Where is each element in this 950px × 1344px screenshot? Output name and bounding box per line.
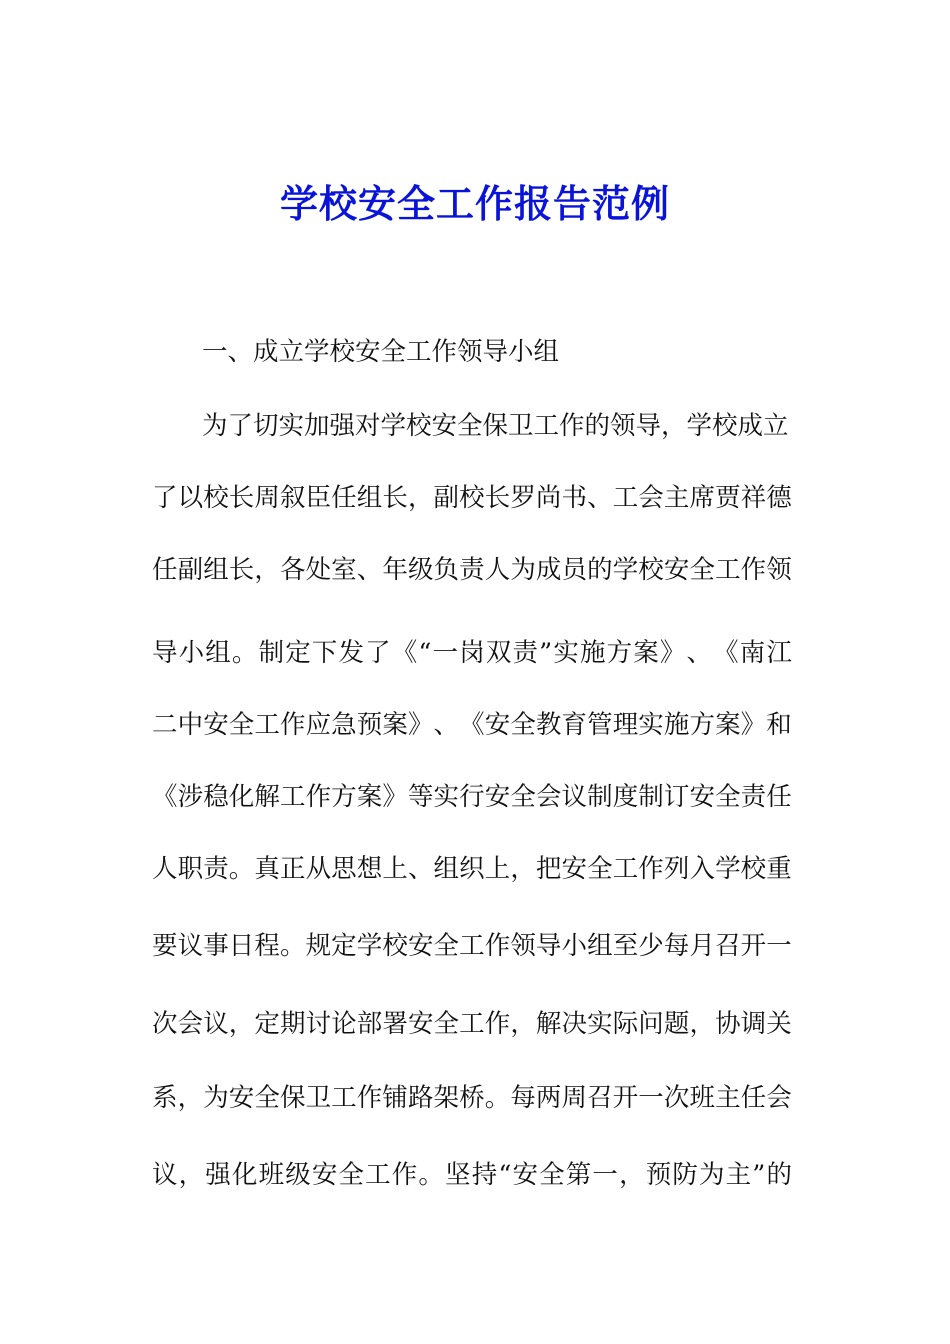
paragraph-line-10: 系 ， 为 安 全 保 卫 工 作 铺 路 架 桥 。 每 两 周 召 开 一 次 班 主 任 会	[152, 1083, 792, 1113]
document-body	[152, 0, 792, 1344]
paragraph-line-7: 人 职 责 。 真 正 从 思 想 上 、 组 织 上 ， 把 安 全 工 作 列 入 学 校 重	[152, 854, 792, 884]
paragraph-line-2: 了 以 校 长 周 叙 臣 任 组 长 ， 副 校 长 罗 尚 书 、 工 会 主 席 贾 祥 德	[152, 483, 792, 513]
paragraph-line-9: 次 会 议 ， 定 期 讨 论 部 署 安 全 工 作 ， 解 决 实 际 问 题 ， 协 调 关	[152, 1009, 792, 1039]
document-title: 学校安全工作报告范例	[279, 181, 670, 226]
paragraph-line-6: 《 涉 稳 化 解 工 作 方 案 》 等 实 行 安 全 会 议 制 度 制 订 安 全 责 任	[152, 782, 792, 812]
paragraph-line-3: 任 副 组 长 ， 各 处 室 、 年 级 负 责 人 为 成 员 的 学 校 安 全 工 作 领	[152, 555, 792, 585]
section-heading: 一、成立学校安全工作领导小组	[202, 337, 560, 367]
paragraph-line-4: 导 小 组 。 制 定 下 发 了 《 “ 一 岗 双 责 ” 实 施 方 案 》 、 《 南 江	[152, 638, 792, 668]
paragraph-line-11: 议 ， 强 化 班 级 安 全 工 作 。 坚 持 “ 安 全 第 一 ， 预 防 为 主 ” 的	[152, 1160, 792, 1190]
paragraph-line-1: 为了切实加强对学校安全保卫工作的领导，学校成立	[202, 411, 789, 441]
paragraph-line-8: 要 议 事 日 程 。 规 定 学 校 安 全 工 作 领 导 小 组 至 少 每 月 召 开 一	[152, 931, 792, 961]
paragraph-line-5: 二 中 安 全 工 作 应 急 预 案 》 、 《 安 全 教 育 管 理 实 施 方 案 》 和	[152, 710, 792, 740]
